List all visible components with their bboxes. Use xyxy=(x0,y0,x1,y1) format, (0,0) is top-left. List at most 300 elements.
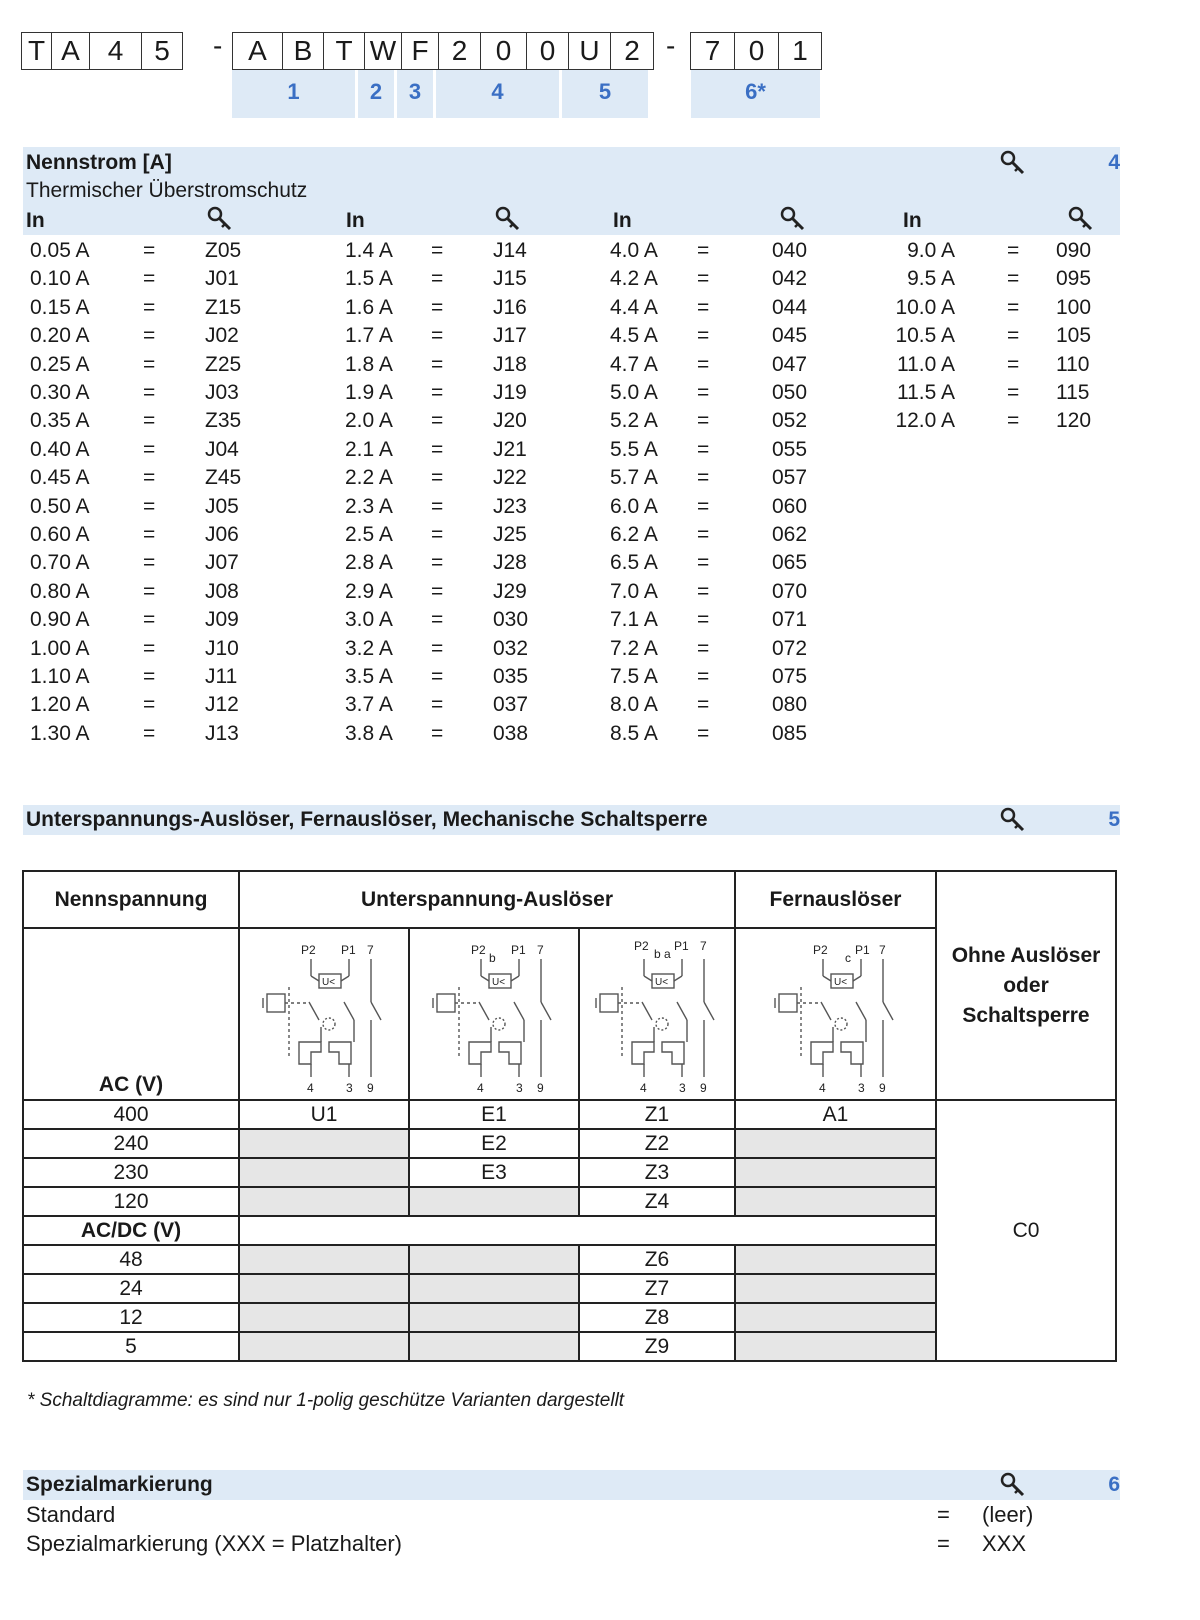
section-number: 6 xyxy=(1108,1473,1120,1496)
equals-sign: = xyxy=(697,608,710,632)
diagram-cell xyxy=(239,928,409,1100)
empty-cell xyxy=(239,1303,409,1332)
terminal-label: 7 xyxy=(367,942,374,957)
circuit-diagram-e xyxy=(419,932,569,1097)
equals-sign: = xyxy=(697,551,710,575)
header-nennspannung: Nennspannung xyxy=(23,871,239,928)
terminal-label: P2 xyxy=(301,942,316,957)
empty-cell xyxy=(239,1129,409,1158)
current-value: 1.30 A xyxy=(30,721,90,745)
section-number: 4 xyxy=(1108,151,1120,174)
ausloeser-header xyxy=(23,805,1120,835)
terminal-label: U< xyxy=(492,976,506,988)
current-value: 11.0 A xyxy=(897,352,955,376)
terminal-label: 7 xyxy=(700,938,707,953)
equals-sign: = xyxy=(1007,267,1020,291)
spezial-label: Standard xyxy=(26,1502,116,1527)
current-value: 6.2 A xyxy=(610,523,658,546)
terminal-label: 4 xyxy=(818,1080,826,1095)
circuit-diagram-z xyxy=(582,932,732,1097)
current-code: J08 xyxy=(205,579,239,603)
segment-label: 5 xyxy=(562,70,648,118)
equals-sign: = xyxy=(431,381,444,404)
voltage-cell: 230 xyxy=(23,1158,239,1187)
current-code: 071 xyxy=(772,608,808,632)
code-cell: Z9 xyxy=(579,1332,735,1361)
current-code: J13 xyxy=(205,721,239,745)
current-value: 0.90 A xyxy=(30,608,90,632)
terminal-label: P1 xyxy=(854,942,870,957)
code-char: F xyxy=(402,33,439,69)
equals-sign: = xyxy=(143,381,156,404)
empty-cell xyxy=(409,1332,579,1361)
diagram-cell xyxy=(735,928,936,1100)
header-acdc: AC/DC (V) xyxy=(23,1216,239,1245)
current-code: J02 xyxy=(205,324,239,348)
current-value: 9.0 A xyxy=(907,239,955,262)
equals-sign: = xyxy=(697,636,710,660)
empty-cell xyxy=(735,1245,936,1274)
code-char: 0 xyxy=(527,33,569,69)
equals-sign: = xyxy=(143,579,156,603)
empty-cell xyxy=(239,1245,409,1274)
current-value: 0.25 A xyxy=(30,352,90,376)
current-code: 115 xyxy=(1056,381,1090,404)
equals-sign: = xyxy=(143,608,156,632)
current-code: J12 xyxy=(205,693,239,717)
current-value: 3.5 A xyxy=(345,665,393,688)
equals-sign: = xyxy=(431,409,444,433)
current-value: 2.5 A xyxy=(345,523,393,546)
current-value: 7.5 A xyxy=(610,665,658,688)
current-value: 3.8 A xyxy=(345,721,393,745)
current-value: 4.2 A xyxy=(610,267,658,291)
equals-sign: = xyxy=(431,665,444,688)
current-code: J28 xyxy=(493,551,527,575)
current-code: 057 xyxy=(772,466,808,490)
equals-sign: = xyxy=(143,494,156,518)
current-code: J06 xyxy=(205,523,239,546)
current-value: 0.05 A xyxy=(30,239,90,262)
current-value: 10.5 A xyxy=(895,324,955,348)
terminal-label: 3 xyxy=(346,1080,353,1095)
current-code: 035 xyxy=(493,665,529,688)
current-code: 120 xyxy=(1056,409,1092,433)
current-code: 095 xyxy=(1056,267,1092,291)
code-group-1 xyxy=(21,32,183,70)
current-code: J05 xyxy=(205,494,239,518)
equals-sign: = xyxy=(143,437,156,461)
code-cell: U1 xyxy=(239,1100,409,1129)
equals-sign: = xyxy=(697,239,710,262)
empty-cell xyxy=(735,1158,936,1187)
equals-sign: = xyxy=(143,267,156,291)
current-value: 4.7 A xyxy=(610,352,658,376)
current-value: 5.2 A xyxy=(610,409,658,433)
current-value: 12.0 A xyxy=(895,409,955,433)
section-subtitle: Thermischer Überstromschutz xyxy=(26,179,308,202)
current-value: 1.20 A xyxy=(30,693,90,717)
current-value: 5.0 A xyxy=(610,381,658,404)
current-value: 5.5 A xyxy=(610,437,658,461)
code-char: 7 xyxy=(691,33,735,69)
equals-sign: = xyxy=(431,693,444,717)
code-char: 2 xyxy=(439,33,481,69)
current-value: 3.0 A xyxy=(345,608,393,632)
segment-label: 3 xyxy=(397,70,433,118)
segment-label: 6* xyxy=(691,70,820,118)
equals-sign: = xyxy=(143,523,156,546)
current-value: 1.00 A xyxy=(30,636,90,660)
key-icon xyxy=(1000,1472,1026,1498)
equals-sign: = xyxy=(431,523,444,546)
segment-label: 2 xyxy=(358,70,394,118)
terminal-label: 7 xyxy=(878,942,886,957)
current-value: 8.0 A xyxy=(610,693,658,717)
empty-cell xyxy=(239,1332,409,1361)
current-value: 10.0 A xyxy=(895,295,955,319)
code-cell: E3 xyxy=(409,1158,579,1187)
current-value: 0.10 A xyxy=(30,267,90,291)
equals-sign: = xyxy=(431,579,444,603)
empty-cell xyxy=(239,1274,409,1303)
current-code: J03 xyxy=(205,381,239,404)
terminal-label: 3 xyxy=(679,1080,686,1095)
current-code: 045 xyxy=(772,324,808,348)
current-code: 032 xyxy=(493,636,529,660)
current-value: 8.5 A xyxy=(610,721,658,745)
code-cell: Z1 xyxy=(579,1100,735,1129)
current-code: 055 xyxy=(772,437,808,461)
terminal-label: P1 xyxy=(511,942,526,957)
current-value: 0.35 A xyxy=(30,409,90,433)
current-value: 2.3 A xyxy=(345,494,393,518)
terminal-label: 7 xyxy=(537,942,544,957)
empty-cell xyxy=(735,1129,936,1158)
current-value: 0.30 A xyxy=(30,381,90,404)
empty-cell xyxy=(409,1303,579,1332)
current-code: 037 xyxy=(493,693,529,717)
current-code: J10 xyxy=(205,636,239,660)
current-value: 3.2 A xyxy=(345,636,393,660)
current-code: J20 xyxy=(493,409,527,433)
current-code: Z05 xyxy=(205,239,242,262)
current-value: 7.2 A xyxy=(610,636,658,660)
col-header-in: In xyxy=(613,209,632,232)
col-header-in: In xyxy=(346,209,365,232)
equals-sign: = xyxy=(1007,409,1020,433)
equals-sign: = xyxy=(143,409,156,433)
key-icon xyxy=(780,206,806,232)
equals-sign: = xyxy=(143,324,156,348)
equals-sign: = xyxy=(431,551,444,575)
current-value: 4.0 A xyxy=(610,239,658,262)
section-title: Nennstrom [A] xyxy=(26,151,172,174)
current-value: 6.5 A xyxy=(610,551,658,575)
current-value: 1.4 A xyxy=(345,239,393,262)
terminal-label: U< xyxy=(833,976,847,988)
equals-sign: = xyxy=(143,239,156,262)
equals-sign: = xyxy=(697,466,710,490)
code-char: A xyxy=(52,33,90,69)
circuit-diagram-a1 xyxy=(761,932,911,1097)
current-value: 0.40 A xyxy=(30,437,90,461)
equals-sign: = xyxy=(143,721,156,745)
current-code: Z35 xyxy=(205,409,242,433)
equals-sign: = xyxy=(431,608,444,632)
code-char: T xyxy=(22,33,52,69)
spezial-value: (leer) xyxy=(982,1502,1034,1527)
code-cell: Z6 xyxy=(579,1245,735,1274)
current-code: Z25 xyxy=(205,352,242,376)
current-code: 030 xyxy=(493,608,529,632)
ausloeser-table xyxy=(22,870,1117,1362)
code-cell: Z2 xyxy=(579,1129,735,1158)
key-icon xyxy=(1000,807,1026,833)
diagram-cell xyxy=(579,928,735,1100)
current-value: 1.9 A xyxy=(345,381,393,404)
current-code: J23 xyxy=(493,494,527,518)
empty-cell xyxy=(735,1274,936,1303)
spezial-eq: = xyxy=(937,1531,950,1556)
current-code: 072 xyxy=(772,636,808,660)
equals-sign: = xyxy=(431,295,444,319)
current-code: J01 xyxy=(205,267,239,291)
terminal-label: 3 xyxy=(857,1080,865,1095)
equals-sign: = xyxy=(1007,324,1020,348)
current-value: 2.8 A xyxy=(345,551,393,575)
current-value: 4.5 A xyxy=(610,324,658,348)
section-number: 5 xyxy=(1108,808,1120,831)
code-char: W xyxy=(365,33,402,69)
empty-cell xyxy=(239,1187,409,1216)
current-code: J22 xyxy=(493,466,527,490)
current-value: 7.0 A xyxy=(610,579,658,603)
current-value: 2.1 A xyxy=(345,437,393,461)
current-code: J09 xyxy=(205,608,239,632)
current-code: J21 xyxy=(493,437,527,461)
current-code: 090 xyxy=(1056,239,1092,262)
current-code: 075 xyxy=(772,665,808,688)
voltage-cell: 120 xyxy=(23,1187,239,1216)
current-code: J11 xyxy=(205,665,238,688)
current-value: 6.0 A xyxy=(610,494,658,518)
current-value: 0.20 A xyxy=(30,324,90,348)
equals-sign: = xyxy=(697,665,710,688)
spezial-value: XXX xyxy=(982,1531,1027,1556)
code-char: U xyxy=(569,33,611,69)
key-icon xyxy=(1068,206,1094,232)
current-code: 070 xyxy=(772,579,808,603)
empty-cell xyxy=(409,1274,579,1303)
empty-cell xyxy=(409,1245,579,1274)
terminal-label: b xyxy=(489,950,496,965)
current-code: 044 xyxy=(772,295,808,319)
current-value: 0.50 A xyxy=(30,494,90,518)
header-fern: Fernauslöser xyxy=(735,871,936,928)
circuit-diagram-u1 xyxy=(249,932,399,1097)
code-dash: - xyxy=(213,30,223,61)
current-code: 038 xyxy=(493,721,529,745)
key-icon xyxy=(495,206,521,232)
equals-sign: = xyxy=(1007,239,1020,262)
current-value: 9.5 A xyxy=(907,267,955,291)
terminal-label: U< xyxy=(322,976,336,988)
current-code: Z15 xyxy=(205,295,242,319)
equals-sign: = xyxy=(143,665,156,688)
equals-sign: = xyxy=(697,352,710,376)
equals-sign: = xyxy=(1007,295,1020,319)
terminal-label: P2 xyxy=(471,942,486,957)
voltage-cell: 12 xyxy=(23,1303,239,1332)
equals-sign: = xyxy=(431,466,444,490)
current-value: 11.5 A xyxy=(897,381,955,404)
ohne-code-cell: C0 xyxy=(936,1100,1116,1361)
terminal-label: 9 xyxy=(537,1080,544,1095)
key-icon xyxy=(207,206,233,232)
spezial-label: Spezialmarkierung (XXX = Platzhalter) xyxy=(26,1531,402,1556)
terminal-label: 4 xyxy=(307,1080,314,1095)
empty-cell xyxy=(735,1332,936,1361)
equals-sign: = xyxy=(697,721,710,745)
code-char: 0 xyxy=(735,33,779,69)
equals-sign: = xyxy=(1007,352,1020,376)
code-cell: Z4 xyxy=(579,1187,735,1216)
current-value: 4.4 A xyxy=(610,295,658,319)
code-cell: Z3 xyxy=(579,1158,735,1187)
current-value: 1.7 A xyxy=(345,324,393,348)
current-value: 1.5 A xyxy=(345,267,393,291)
equals-sign: = xyxy=(697,579,710,603)
empty-cell xyxy=(409,1187,579,1216)
current-code: 110 xyxy=(1056,352,1090,376)
equals-sign: = xyxy=(1007,381,1020,404)
current-value: 0.60 A xyxy=(30,523,90,546)
code-cell: E1 xyxy=(409,1100,579,1129)
terminal-label: c xyxy=(844,950,851,965)
terminal-label: 4 xyxy=(640,1080,647,1095)
col-header-in: In xyxy=(26,209,45,232)
nennstrom-header xyxy=(23,147,1120,235)
empty-cell xyxy=(735,1187,936,1216)
footnote: * Schaltdiagramme: es sind nur 1-polig geschütze Varianten dargestellt xyxy=(27,1390,625,1411)
voltage-cell: 48 xyxy=(23,1245,239,1274)
current-value: 2.9 A xyxy=(345,579,393,603)
terminal-label: P2 xyxy=(812,942,828,957)
code-dash: - xyxy=(666,30,676,61)
current-code: Z45 xyxy=(205,466,242,490)
equals-sign: = xyxy=(143,636,156,660)
equals-sign: = xyxy=(697,295,710,319)
code-cell: A1 xyxy=(735,1100,936,1129)
current-code: 047 xyxy=(772,352,808,376)
terminal-label: P1 xyxy=(674,938,689,953)
equals-sign: = xyxy=(143,352,156,376)
code-cell: Z7 xyxy=(579,1274,735,1303)
code-char: T xyxy=(324,33,365,69)
current-value: 0.80 A xyxy=(30,579,90,603)
code-char: A xyxy=(233,33,283,69)
equals-sign: = xyxy=(697,523,710,546)
equals-sign: = xyxy=(697,324,710,348)
equals-sign: = xyxy=(431,437,444,461)
current-value: 0.45 A xyxy=(30,466,90,490)
spezial-eq: = xyxy=(937,1502,950,1527)
header-unterspannung: Unterspannung-Auslöser xyxy=(239,871,735,928)
empty-cell xyxy=(239,1216,936,1245)
col-header-in: In xyxy=(903,209,922,232)
equals-sign: = xyxy=(697,381,710,404)
current-code: 100 xyxy=(1056,295,1092,319)
current-value: 5.7 A xyxy=(610,466,658,490)
equals-sign: = xyxy=(697,267,710,291)
current-code: J18 xyxy=(493,352,527,376)
current-value: 1.6 A xyxy=(345,295,393,319)
segment-label: 4 xyxy=(436,70,559,118)
current-code: 042 xyxy=(772,267,808,291)
voltage-cell: 400 xyxy=(23,1100,239,1129)
terminal-label: 3 xyxy=(516,1080,523,1095)
code-char: 5 xyxy=(154,35,170,66)
equals-sign: = xyxy=(143,693,156,717)
header-ac: AC (V) xyxy=(23,928,239,1100)
terminal-label: b a xyxy=(654,946,671,961)
current-value: 0.70 A xyxy=(30,551,90,575)
current-value: 7.1 A xyxy=(610,608,658,632)
equals-sign: = xyxy=(431,239,444,262)
equals-sign: = xyxy=(431,636,444,660)
code-cell: Z8 xyxy=(579,1303,735,1332)
key-icon xyxy=(1000,150,1026,176)
current-code: J16 xyxy=(493,295,527,319)
code-char: 1 xyxy=(792,35,808,66)
equals-sign: = xyxy=(431,267,444,291)
empty-cell xyxy=(735,1303,936,1332)
current-value: 3.7 A xyxy=(345,693,393,717)
current-code: 050 xyxy=(772,381,808,404)
current-code: 085 xyxy=(772,721,808,745)
code-group-2 xyxy=(232,32,654,70)
current-code: J04 xyxy=(205,437,239,461)
current-code: 052 xyxy=(772,409,808,433)
voltage-cell: 24 xyxy=(23,1274,239,1303)
terminal-label: U< xyxy=(655,976,669,988)
equals-sign: = xyxy=(431,324,444,348)
current-value: 2.2 A xyxy=(345,466,393,490)
equals-sign: = xyxy=(143,295,156,319)
current-code: 105 xyxy=(1056,324,1092,348)
terminal-label: 9 xyxy=(878,1080,886,1095)
current-value: 1.8 A xyxy=(345,352,393,376)
terminal-label: 4 xyxy=(477,1080,484,1095)
code-char: 4 xyxy=(90,33,142,69)
section-title: Spezialmarkierung xyxy=(26,1473,213,1496)
current-value: 1.10 A xyxy=(30,665,90,688)
current-code: J19 xyxy=(493,381,527,404)
code-char: 2 xyxy=(624,35,640,66)
current-code: 080 xyxy=(772,693,808,717)
current-code: J29 xyxy=(493,579,527,603)
equals-sign: = xyxy=(697,494,710,518)
empty-cell xyxy=(239,1158,409,1187)
equals-sign: = xyxy=(143,551,156,575)
current-code: 040 xyxy=(772,239,808,262)
current-value: 0.15 A xyxy=(30,295,90,319)
current-code: J15 xyxy=(493,267,527,291)
current-code: 065 xyxy=(772,551,808,575)
code-group-3 xyxy=(690,32,822,70)
diagram-cell xyxy=(409,928,579,1100)
